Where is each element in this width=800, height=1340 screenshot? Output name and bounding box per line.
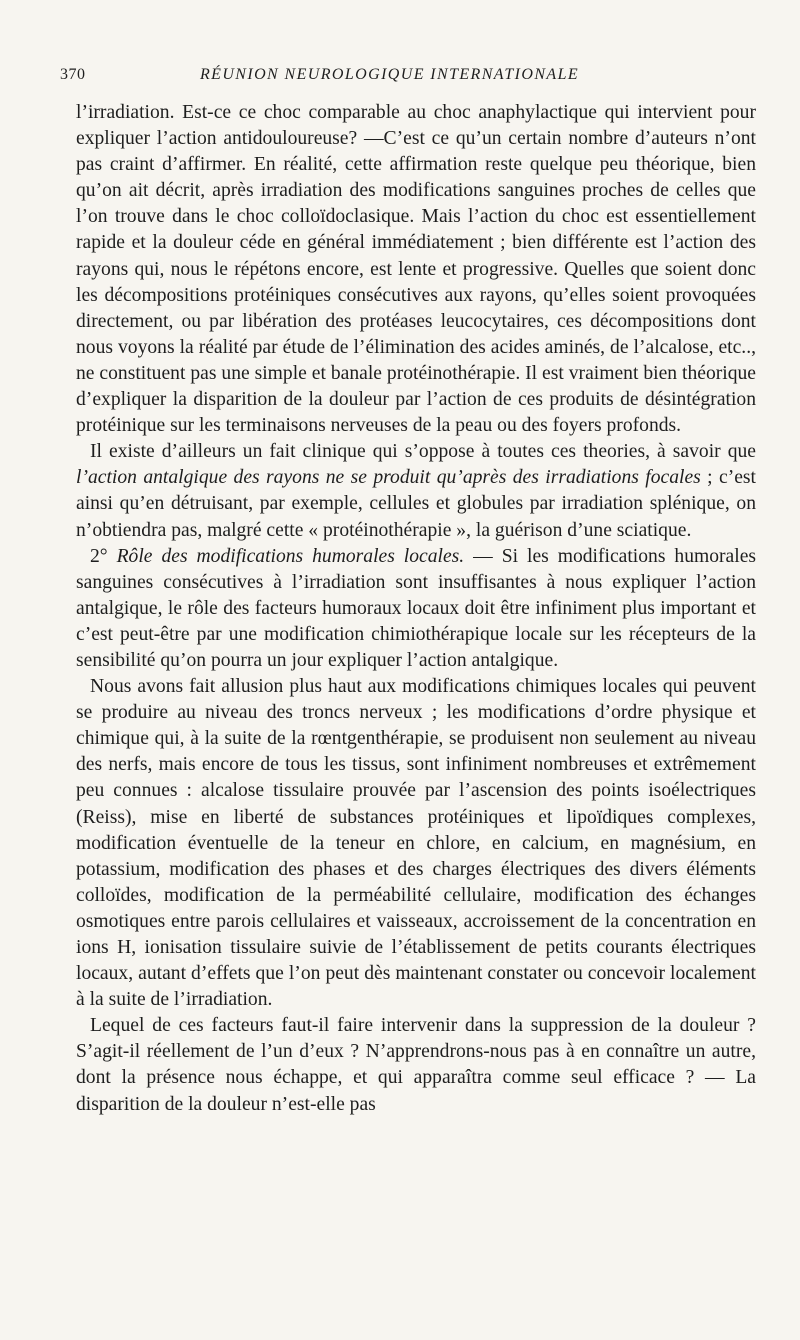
paragraph-2-text-start: Il existe d’ailleurs un fait clinique qui s’oppose à toutes ces theories, à savoir que [90, 441, 756, 463]
page-number: 370 [60, 66, 86, 83]
running-title: RÉUNION NEUROLOGIQUE INTERNATIONALE [200, 66, 580, 83]
paragraph-2-text-end: ; c’est ainsi qu’en détruisant, par exemple, cellules et globules par irradiation splénique, on n’obtiendra pas, malgré cette « protéinothérapie », la guérison d’une sciatique. [76, 467, 756, 541]
paragraph-4-text: Nous avons fait allusion plus haut aux modifications chimiques locales qui peuvent se produire au niveau des troncs nerveux ; les modifications d’ordre physique et chimique qui, à la suite de la rœntgenthérapie, se produisent non seulement au niveau des nerfs, mais encore de tous les tissus, sont infiniment nombreuses et extrêmement peu connues : alcalose tissulaire prouvée par l’ascension des points isoélectriques (Reiss), mise en liberté de substances protéiniques et lipoïdiques complexes, modification éventuelle de la teneur en chlore, en calcium, en magnésium, en potassium, modification des phases et des charges électriques des divers éléments colloïdes, modification de la perméabilité cellulaire, modification des échanges osmotiques entre parois cellulaires et vaisseaux, accroissement de la concentration en ions H, ionisation tissulaire suivie de l’établissement de petits courants électriques locaux, autant d’effets que l’on peut dès maintenant constater ou concevoir localement à la suite de l’irradiation. [76, 676, 756, 1011]
body-text [76, 100, 756, 1118]
paragraph-2-emphasis: l’action antalgique des rayons ne se produit qu’après des irradiations focales [76, 467, 701, 489]
paragraph-3-text: — Si les modifications humorales sanguines consécutives à l’irradiation sont insuffisantes à nous expliquer l’action antalgique, le rôle des facteurs humoraux locaux doit être infiniment plus important et c’est peut-être par une modification chimiothérapique locale sur les récepteurs de la sensibilité qu’on pourra un jour expliquer l’action antalgique. [76, 545, 757, 671]
paragraph-1-text: l’irradiation. Est-ce ce choc comparable au choc anaphylactique qui intervient pour expliquer l’action antidouloureuse? —C’est ce qu’un certain nombre d’auteurs n’ont pas craint d’affirmer. En réalité, cette affirmation reste quelque peu théorique, bien qu’on ait décrit, après irradiation des modifications sanguines proches de celles que l’on trouve dans le choc colloïdoclasique. Mais l’action du choc est essentiellement rapide et la douleur céde en général immédiatement ; bien différente est l’action des rayons qui, nous le répétons encore, est lente et progressive. Quelles que soient donc les décompositions protéiniques consécutives aux rayons, qu’elles soient provoquées directement, ou par libération des protéases leucocytaires, ces décompositions dont nous voyons la réalité par étude de l’élimination des acides aminés, de l’alcalose, etc.., ne constituent pas une simple et banale protéinothérapie. Il est vraiment bien théorique d’expliquer la disparition de la douleur par l’action de ces produits de désintégration protéinique sur les terminaisons nerveuses de la peau ou des foyers profonds. [76, 102, 756, 437]
section-number: 2° [90, 545, 117, 567]
paragraph-5-text: Lequel de ces facteurs faut-il faire intervenir dans la suppression de la douleur ? S’agit-il réellement de l’un d’eux ? N’apprendrons-nous pas à en connaître un autre, dont la présence nous échappe, et qui apparaîtra comme seul efficace ? — La disparition de la douleur n’est-elle pas [76, 1015, 756, 1115]
paragraph-4 [76, 674, 756, 1013]
section-heading: Rôle des modifications humorales locales. [116, 545, 465, 567]
paragraph-1 [76, 100, 756, 439]
paragraph-3 [76, 544, 756, 674]
paragraph-2 [76, 439, 756, 543]
running-head [60, 66, 760, 90]
paragraph-5 [76, 1013, 756, 1117]
